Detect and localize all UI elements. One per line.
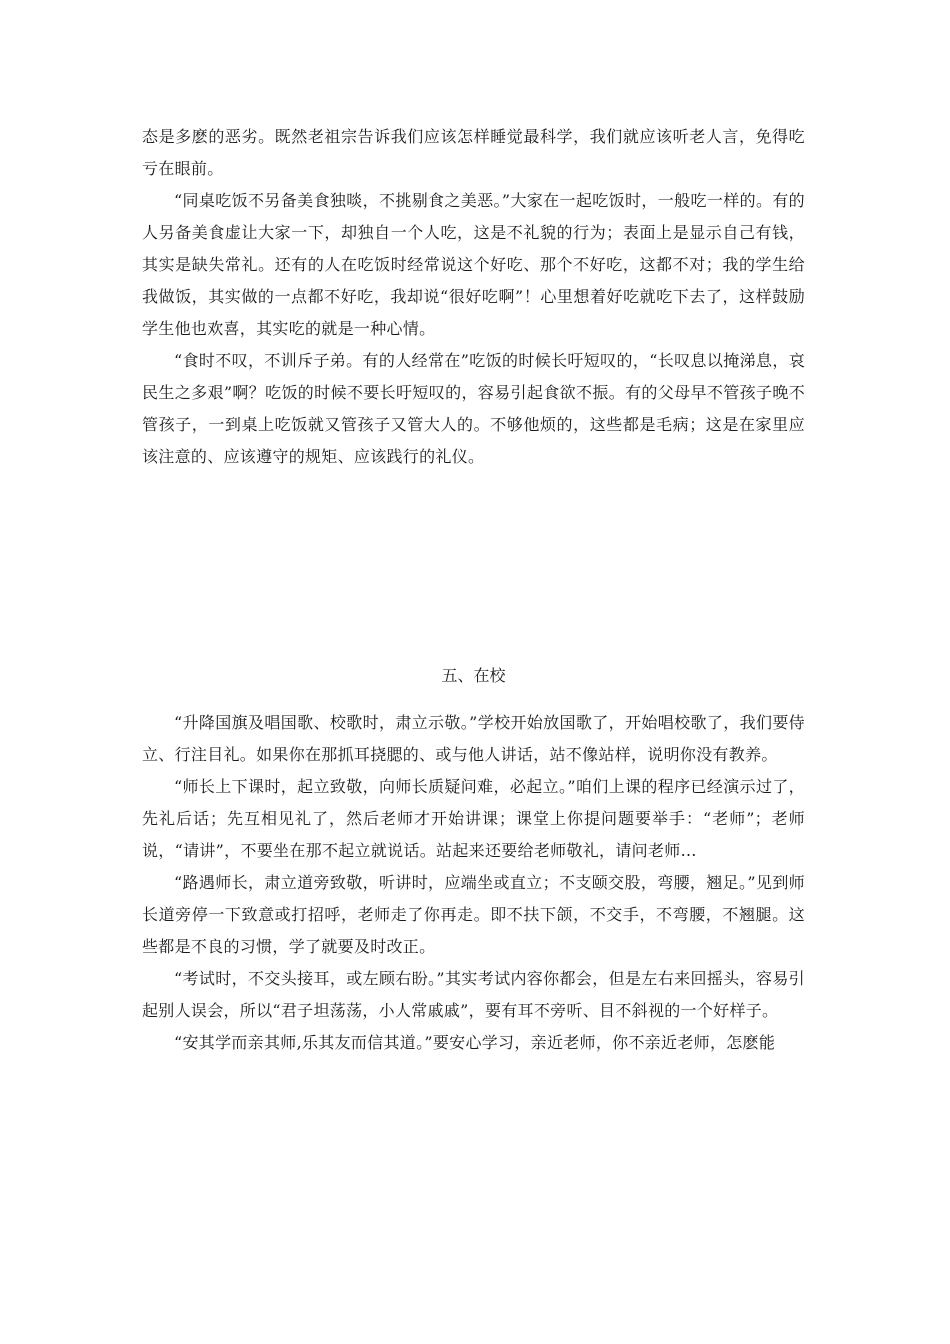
paragraph: “食时不叹，不训斥子弟。有的人经常在”吃饭的时候长吁短叹的，“长叹息以掩涕息，哀民生之多艰”啊？吃饭的时候不要长吁短叹的，容易引起食欲不振。有的父母早不管孩子晚不管孩子，一到桌上吃饭就又管孩子又管大人的。不够他烦的，这些都是毛病；这是在家里应该注意的、应该遵守的规矩、应该践行的礼仪。	[142, 351, 805, 466]
body-text-section-b	[142, 707, 805, 1059]
paragraph-continued: 态是多麽的恶劣。既然老祖宗告诉我们应该怎样睡觉最科学，我们就应该听老人言，免得吃亏在眼前。	[142, 127, 805, 178]
paragraph: “安其学而亲其师,乐其友而信其道。”要安心学习，亲近老师，你不亲近老师，怎麽能	[174, 1033, 776, 1052]
paragraph: “路遇师长，肃立道旁致敬，听讲时，应端坐或直立；不支颐交股，弯腰，翘足。”见到师长道旁停一下致意或打招呼，老师走了你再走。即不扶下颌，不交手，不弯腰，不翘腿。这些都是不良的习惯，学了就要及时改正。	[142, 873, 805, 956]
paragraph: “升降国旗及唱国歌、校歌时，肃立示敬。”学校开始放国歌了，开始唱校歌了，我们要侍立、行注目礼。如果你在那抓耳挠腮的、或与他人讲话，站不像站样，说明你没有教养。	[142, 713, 805, 764]
paragraph: “考试时，不交头接耳，或左顾右盼。”其实考试内容你都会，但是左右来回摇头，容易引起别人误会，所以“君子坦荡荡，小人常戚戚”，要有耳不旁听、目不斜视的一个好样子。	[142, 969, 805, 1020]
paragraph: “同桌吃饭不另备美食独啖，不挑剔食之美恶。”大家在一起吃饭时，一般吃一样的。有的人另备美食虚让大家一下，却独自一个人吃，这是不礼貌的行为；表面上是显示自己有钱，其实是缺失常礼。还有的人在吃饭时经常说这个好吃、那个不好吃，这都不对；我的学生给我做饭，其实做的一点都不好吃，我却说“很好吃啊”！心里想着好吃就吃下去了，这样鼓励学生他也欢喜，其实吃的就是一种心情。	[142, 191, 805, 338]
section-heading: 五、在校	[441, 666, 506, 685]
paragraph: “师长上下课时，起立致敬，向师长质疑问难，必起立。”咱们上课的程序已经演示过了，先礼后话；先互相见礼了，然后老师才开始讲课；课堂上你提问题要举手：“老师”；老师说，“请讲”，不要坐在那不起立就说话。站起来还要给老师敬礼，请问老师…	[142, 777, 805, 860]
body-text-section-a	[142, 121, 805, 473]
